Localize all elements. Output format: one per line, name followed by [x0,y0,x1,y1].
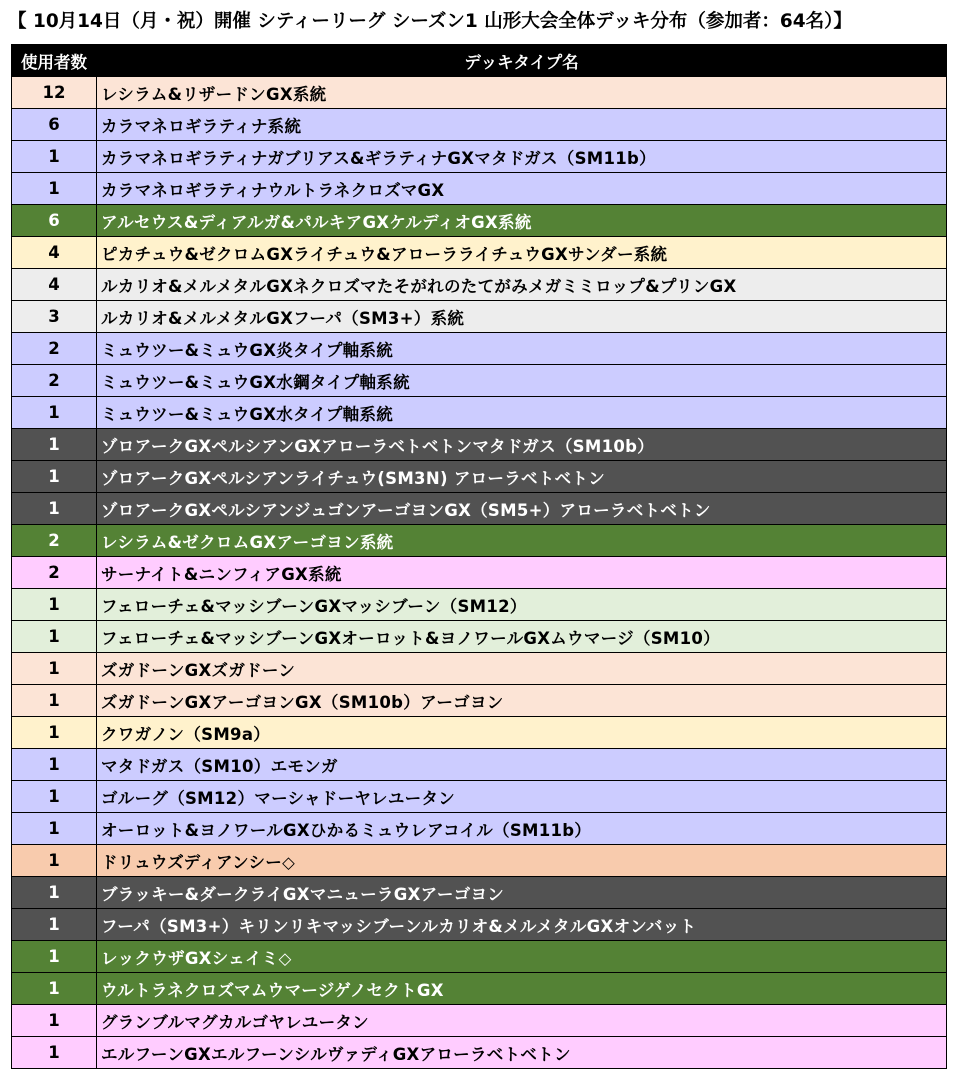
player-count-cell: 1 [12,909,97,941]
table-row [12,653,947,685]
deck-name-cell: エルフーンGXエルフーンシルヴァディGXアローラベトベトン [97,1037,947,1069]
player-count-cell: 1 [12,973,97,1005]
table-row [12,397,947,429]
player-count-cell: 2 [12,333,97,365]
table-row [12,269,947,301]
table-body [12,77,947,1069]
player-count-cell: 1 [12,685,97,717]
deck-name-cell: クワガノン（SM9a） [97,717,947,749]
player-count-cell: 1 [12,717,97,749]
player-count-cell: 2 [12,365,97,397]
deck-distribution-table [11,44,947,1069]
player-count-cell: 6 [12,109,97,141]
player-count-cell: 1 [12,493,97,525]
player-count-cell: 1 [12,461,97,493]
table-row [12,749,947,781]
deck-name-cell: ゾロアークGXペルシアンGXアローラベトベトンマタドガス（SM10b） [97,429,947,461]
page-title: 【 10月14日（月・祝）開催 シティーリーグ シーズン1 山形大会全体デッキ分布（参加者：64名）】 [8,11,852,32]
count-column-header: 使用者数 [12,45,97,77]
table-row [12,941,947,973]
player-count-cell: 2 [12,525,97,557]
deck-name-cell: ルカリオ&メルメタルGXネクロズマたそがれのたてがみメガミミロップ&プリンGX [97,269,947,301]
table-row [12,237,947,269]
table-row [12,301,947,333]
deck-name-cell: ゾロアークGXペルシアンジュゴンアーゴヨンGX（SM5+）アローラベトベトン [97,493,947,525]
table-row [12,77,947,109]
table-row [12,461,947,493]
table-row [12,845,947,877]
table-row [12,429,947,461]
deck-name-cell: ルカリオ&メルメタルGXフーパ（SM3+）系統 [97,301,947,333]
table-row [12,141,947,173]
table-row [12,717,947,749]
player-count-cell: 1 [12,397,97,429]
table-row [12,621,947,653]
player-count-cell: 1 [12,653,97,685]
table-row [12,781,947,813]
deck-name-cell: レシラム&リザードンGX系統 [97,77,947,109]
player-count-cell: 1 [12,429,97,461]
player-count-cell: 1 [12,877,97,909]
table-row [12,813,947,845]
deck-name-cell: ミュウツー&ミュウGX炎タイプ軸系統 [97,333,947,365]
table-row [12,1005,947,1037]
table-row [12,877,947,909]
deck-name-cell: ズガドーンGXアーゴヨンGX（SM10b）アーゴヨン [97,685,947,717]
player-count-cell: 1 [12,1037,97,1069]
player-count-cell: 1 [12,1005,97,1037]
player-count-cell: 6 [12,205,97,237]
deck-name-cell: レックウザGXシェイミ◇ [97,941,947,973]
table-row [12,205,947,237]
table-row [12,109,947,141]
player-count-cell: 1 [12,749,97,781]
table-row [12,493,947,525]
deck-name-cell: サーナイト&ニンフィアGX系統 [97,557,947,589]
table-row [12,685,947,717]
player-count-cell: 1 [12,621,97,653]
deck-name-cell: ウルトラネクロズマムウマージゲノセクトGX [97,973,947,1005]
deck-name-cell: ミュウツー&ミュウGX水タイプ軸系統 [97,397,947,429]
player-count-cell: 1 [12,941,97,973]
table-row [12,333,947,365]
deck-name-cell: レシラム&ゼクロムGXアーゴヨン系統 [97,525,947,557]
deck-name-cell: ピカチュウ&ゼクロムGXライチュウ&アローラライチュウGXサンダー系統 [97,237,947,269]
deck-name-cell: ズガドーンGXズガドーン [97,653,947,685]
deck-name-cell: アルセウス&ディアルガ&パルキアGXケルディオGX系統 [97,205,947,237]
deck-name-cell: フェローチェ&マッシブーンGXマッシブーン（SM12） [97,589,947,621]
player-count-cell: 1 [12,141,97,173]
deck-name-cell: カラマネロギラティナ系統 [97,109,947,141]
player-count-cell: 1 [12,781,97,813]
deck-name-column-header: デッキタイプ名 [97,45,947,77]
player-count-cell: 12 [12,77,97,109]
player-count-cell: 1 [12,589,97,621]
table-row [12,589,947,621]
table-row [12,973,947,1005]
deck-name-cell: ドリュウズディアンシー◇ [97,845,947,877]
table-row [12,525,947,557]
deck-name-cell: ゾロアークGXペルシアンライチュウ(SM3N) アローラベトベトン [97,461,947,493]
player-count-cell: 1 [12,813,97,845]
deck-name-cell: グランブルマグカルゴヤレユータン [97,1005,947,1037]
deck-name-cell: カラマネロギラティナガブリアス&ギラティナGXマタドガス（SM11b） [97,141,947,173]
table-row [12,1037,947,1069]
deck-name-cell: カラマネロギラティナウルトラネクロズマGX [97,173,947,205]
deck-name-cell: フーパ（SM3+）キリンリキマッシブーンルカリオ&メルメタルGXオンバット [97,909,947,941]
player-count-cell: 1 [12,845,97,877]
deck-name-cell: フェローチェ&マッシブーンGXオーロット&ヨノワールGXムウマージ（SM10） [97,621,947,653]
deck-name-cell: ブラッキー&ダークライGXマニューラGXアーゴヨン [97,877,947,909]
table-header-row [12,45,947,77]
deck-name-cell: ゴルーグ（SM12）マーシャドーヤレユータン [97,781,947,813]
table-row [12,173,947,205]
player-count-cell: 4 [12,237,97,269]
table-row [12,909,947,941]
player-count-cell: 2 [12,557,97,589]
player-count-cell: 3 [12,301,97,333]
table-row [12,557,947,589]
player-count-cell: 4 [12,269,97,301]
deck-name-cell: マタドガス（SM10）エモンガ [97,749,947,781]
deck-name-cell: ミュウツー&ミュウGX水鋼タイプ軸系統 [97,365,947,397]
player-count-cell: 1 [12,173,97,205]
deck-name-cell: オーロット&ヨノワールGXひかるミュウレアコイル（SM11b） [97,813,947,845]
table-row [12,365,947,397]
